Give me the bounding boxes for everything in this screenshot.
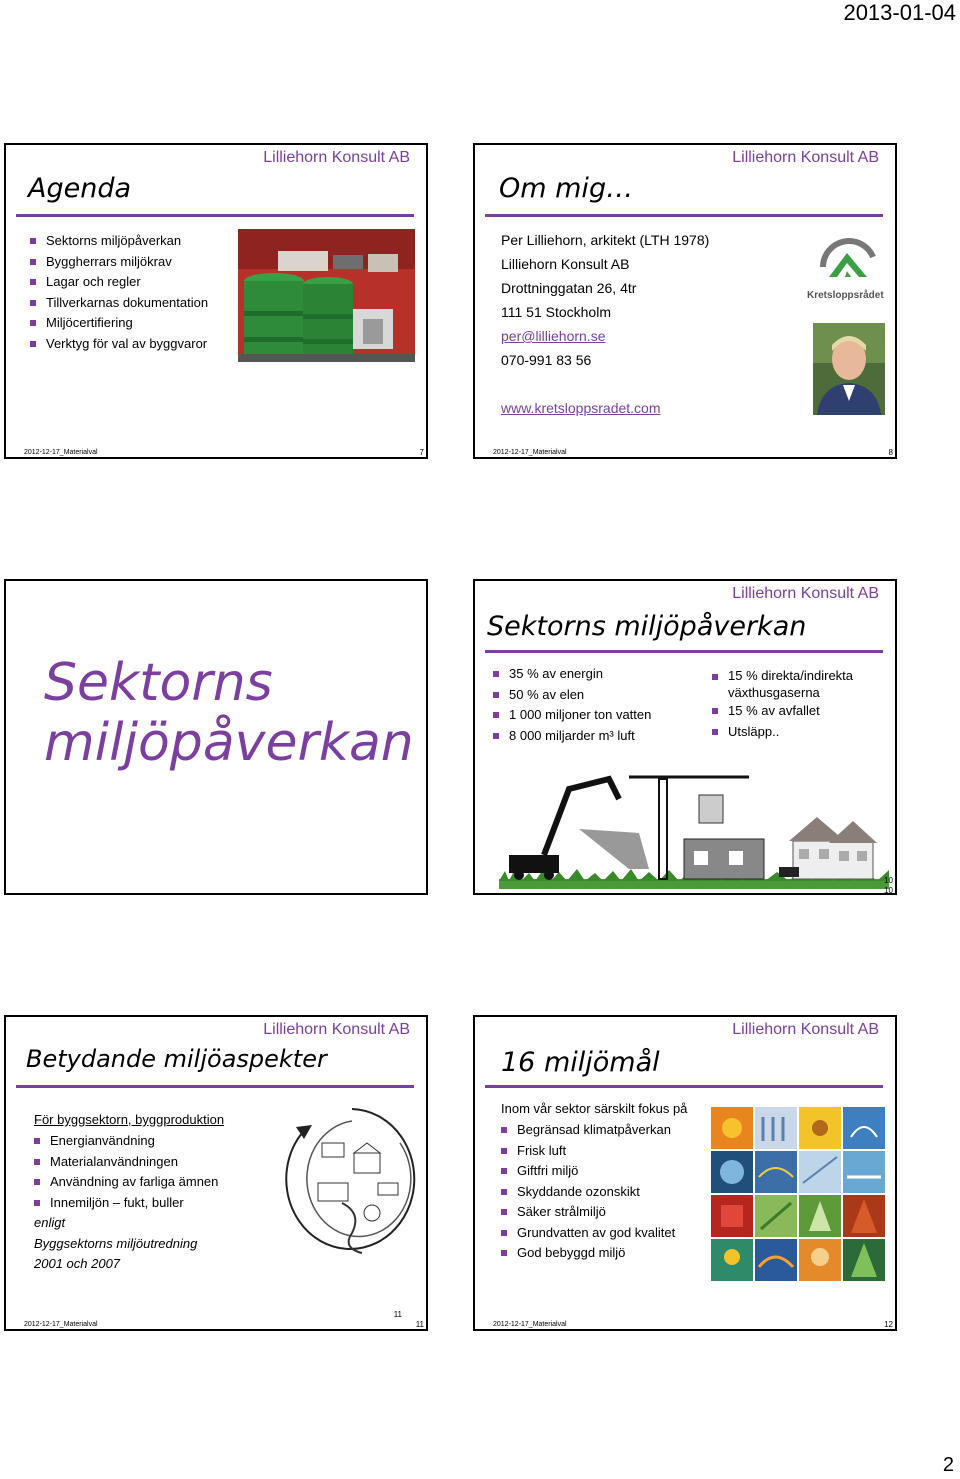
title-rule — [485, 1085, 883, 1088]
title-rule — [485, 650, 883, 653]
slide-number: 12 — [884, 1320, 893, 1329]
list-item: Begränsad klimatpåverkan — [501, 1120, 675, 1141]
email-link[interactable]: per@lilliehorn.se — [501, 328, 606, 344]
slide-sektorns — [473, 579, 897, 895]
list-item: 15 % av avfallet — [712, 701, 862, 722]
contact-block — [501, 228, 709, 420]
contact-line: Drottninggatan 26, 4tr — [501, 280, 637, 296]
slide-title: 16 miljömål — [501, 1047, 660, 1078]
slide-title: Agenda — [28, 173, 132, 204]
list-item: Utsläpp.. — [712, 722, 862, 743]
lead-text: Inom vår sektor särskilt fokus på — [501, 1101, 688, 1116]
phone-number: 070-991 83 56 — [501, 352, 592, 368]
goals-list — [501, 1120, 675, 1264]
list-item: Lagar och regler — [30, 272, 208, 293]
kretsloppsradet-logo-icon — [815, 237, 885, 287]
barrels-photo — [238, 229, 415, 362]
title-rule — [16, 214, 414, 217]
footer-date: 2012-12-17_Materialval — [24, 449, 98, 456]
source-note — [34, 1213, 197, 1275]
list-item: Innemiljön – fukt, buller — [34, 1193, 218, 1214]
list-item: Grundvatten av god kvalitet — [501, 1223, 675, 1244]
contact-line: Per Lilliehorn, arkitekt (LTH 1978) — [501, 232, 710, 248]
list-item: Byggherrars miljökrav — [30, 252, 208, 273]
footer-date: 2012-12-17_Materialval — [493, 1321, 567, 1328]
list-item: Tillverkarnas dokumentation — [30, 293, 208, 314]
page-number: 2 — [942, 1454, 954, 1476]
footer-date: 2012-12-17_Materialval — [24, 1321, 98, 1328]
list-item: Frisk luft — [501, 1141, 675, 1162]
list-item: Användning av farliga ämnen — [34, 1172, 218, 1193]
list-item: Verktyg för val av byggvaror — [30, 334, 208, 355]
environmental-goals-icon-grid — [711, 1107, 887, 1283]
impact-list-right — [712, 667, 862, 742]
list-item: Giftfri miljö — [501, 1161, 675, 1182]
contact-line: 111 51 Stockholm — [501, 304, 611, 320]
list-item: Sektorns miljöpåverkan — [30, 231, 208, 252]
portrait-photo — [813, 323, 885, 415]
title-rule — [16, 1085, 414, 1088]
list-item: 8 000 miljarder m³ luft — [493, 726, 651, 747]
list-item: Miljöcertifiering — [30, 313, 208, 334]
list-item: Energianvändning — [34, 1131, 218, 1152]
list-item: God bebyggd miljö — [501, 1243, 675, 1264]
brand-label: Lilliehorn Konsult AB — [732, 149, 879, 166]
slide-agenda — [4, 143, 428, 459]
section-title-line: miljöpåverkan — [44, 713, 414, 773]
list-item: 35 % av energin — [493, 664, 651, 685]
lifecycle-illustration — [282, 1103, 422, 1273]
brand-label: Lilliehorn Konsult AB — [732, 585, 879, 602]
source-line: Byggsektorns miljöutredning — [34, 1235, 198, 1251]
contact-line: Lilliehorn Konsult AB — [501, 256, 630, 272]
slide-number: 11 — [393, 1310, 402, 1319]
website-link[interactable]: www.kretsloppsradet.com — [501, 400, 661, 416]
construction-illustration — [499, 769, 889, 889]
slide-number: 10 — [884, 886, 893, 895]
impact-list-left — [493, 664, 651, 746]
brand-label: Lilliehorn Konsult AB — [263, 1021, 410, 1038]
slide-number: 7 — [419, 448, 424, 457]
list-item: Skyddande ozonskikt — [501, 1182, 675, 1203]
header-date: 2013-01-04 — [843, 0, 956, 25]
lead-text: För byggsektorn, byggproduktion — [34, 1112, 225, 1127]
slide-number: 8 — [888, 448, 893, 457]
slide-title: Om mig… — [499, 173, 634, 204]
title-rule — [485, 214, 883, 217]
brand-label: Lilliehorn Konsult AB — [732, 1021, 879, 1038]
logo-text: Kretsloppsrådet — [807, 290, 884, 301]
section-title-line: Sektorns — [44, 653, 273, 713]
section-title — [44, 653, 414, 773]
slide-title: Betydande miljöaspekter — [26, 1045, 327, 1073]
agenda-list — [30, 231, 208, 354]
list-item: 50 % av elen — [493, 685, 651, 706]
slide-number: 11 — [415, 1320, 424, 1329]
slide-title: Sektorns miljöpåverkan — [487, 611, 807, 642]
slide-om-mig — [473, 143, 897, 459]
slide-16-miljomal — [473, 1015, 897, 1331]
slide-section-title — [4, 579, 428, 895]
source-line: enligt — [34, 1215, 66, 1230]
aspects-list — [34, 1131, 218, 1213]
source-line: 2001 och 2007 — [34, 1256, 121, 1271]
list-item: Materialanvändningen — [34, 1152, 218, 1173]
footer-date: 2012-12-17_Materialval — [493, 449, 567, 456]
list-item: 1 000 miljoner ton vatten — [493, 705, 651, 726]
list-item: Säker strålmiljö — [501, 1202, 675, 1223]
slide-miljoaspekter — [4, 1015, 428, 1331]
brand-label: Lilliehorn Konsult AB — [263, 149, 410, 166]
slide-number: 10 — [884, 876, 893, 885]
list-item: 15 % direkta/indirekta växthusgaserna — [712, 667, 862, 701]
